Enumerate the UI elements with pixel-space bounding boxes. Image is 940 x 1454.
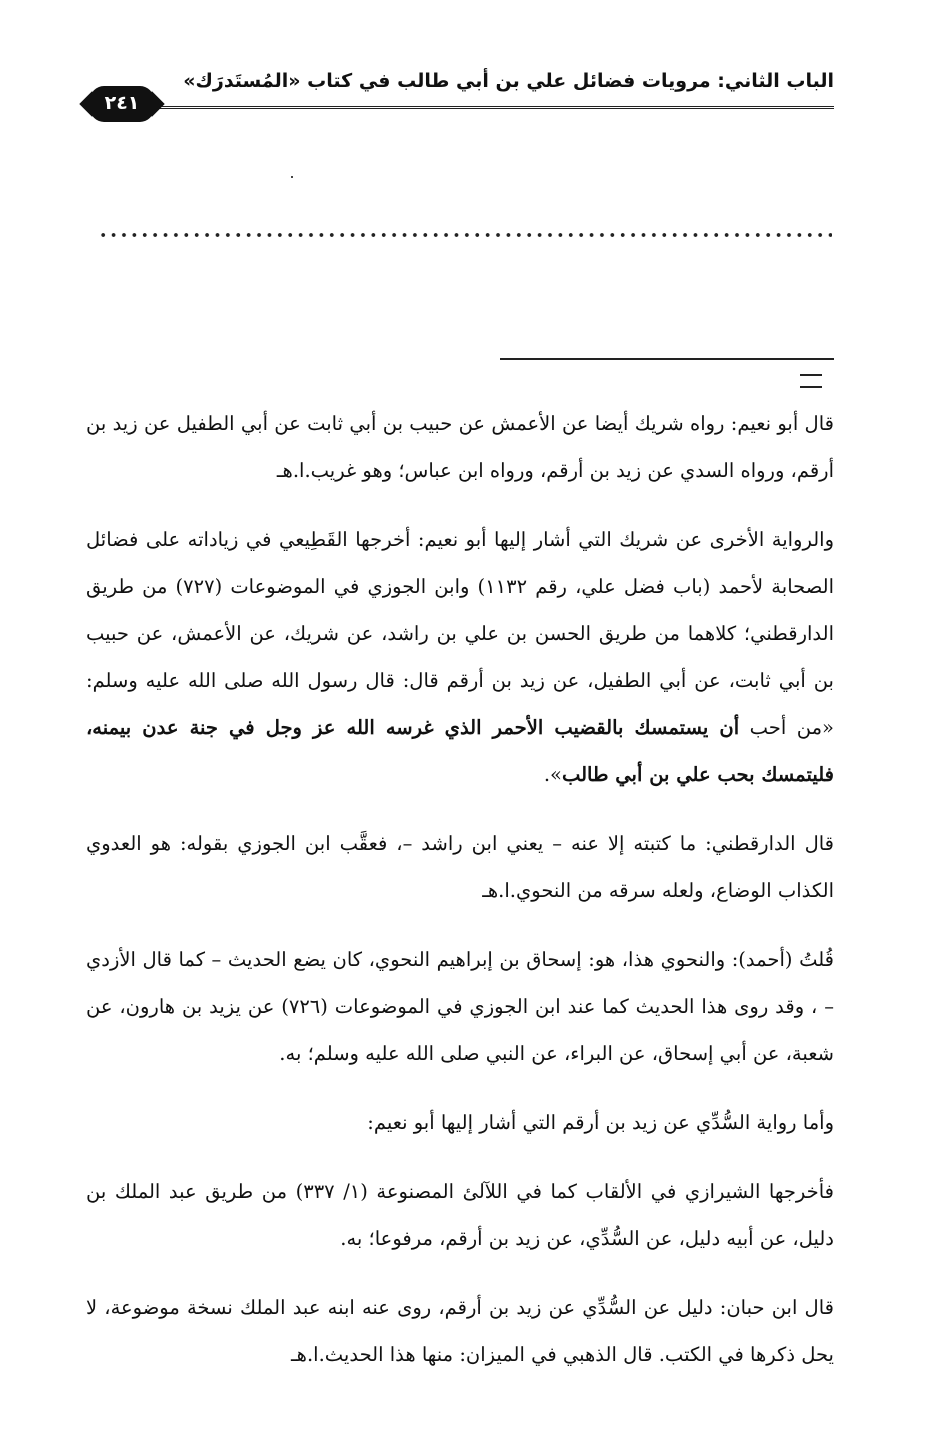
paragraph-sharik-narration [86,516,834,798]
paragraph-sharik-text: والرواية الأخرى عن شريك التي أشار إليها أبو نعيم: أخرجها القَطِيعي في زياداته على فضائل الصحابة لأحمد (باب فضل علي، رقم ١١٣٢) وابن الجوزي في الموضوعات (٧٢٧) من طريق الدارقطني؛ كلاهما من طريق الحسن بن علي بن راشد، عن شريك، عن الأعمش، عن حبيب بن أبي ثابت، عن أبي الطفيل، عن زيد بن أرقم قال: قال رسول الله صلى الله عليه وسلم: «من أحب [86,528,834,739]
paragraph-suddi-intro: وأما رواية السُّدِّي عن زيد بن أرقم التي أشار إليها أبو نعيم: [367,1111,834,1134]
hadith-bold-text: أن يستمسك بالقضيب الأحمر الذي غرسه الله عز وجل في جنة عدن بيمنه، فليتمسك بحب علي بن أبي طالب [86,716,834,786]
body-text [86,400,834,1400]
header-rule [150,106,834,109]
print-speck [291,176,293,178]
paragraph-ibn-hibban: قال ابن حبان: دليل عن السُّدِّي عن زيد بن أرقم، روى عنه ابنه عبد الملك نسخة موضوعة، لا يحل ذكرها في الكتب. قال الذهبي في الميزان: منها هذا الحديث.ا.هـ [86,1296,834,1366]
paragraph-daraqutni: قال الدارقطني: ما كتبته إلا عنه – يعني ابن راشد –، فعقَّب ابن الجوزي بقوله: هو العدوي الكذاب الوضاع، ولعله سرقه من النحوي.ا.هـ [86,832,834,902]
page-number: ٢٤١ [104,92,140,114]
footnote-rule [500,358,834,360]
paragraph-shirazi: فأخرجها الشيرازي في الألقاب كما في اللآلئ المصنوعة (١/ ٣٣٧) من طريق عبد الملك بن دليل، عن أبيه دليل، عن السُّدِّي، عن زيد بن أرقم، مرفوعا؛ به. [86,1180,834,1250]
paragraph-author-note: قُلتُ (أحمد): والنحوي هذا، هو: إسحاق بن إبراهيم النحوي، كان يضع الحديث – كما قال الأزدي – ، وقد روى هذا الحديث كما عند ابن الجوزي في الموضوعات (٧٢٦) عن يزيد بن هارون، عن شعبة، عن أبي إسحاق، عن البراء، عن النبي صلى الله عليه وسلم؛ به. [86,948,834,1065]
page-header [90,62,834,126]
running-head: الباب الثاني: مرويات فضائل علي بن أبي طالب في كتاب «المُستَدرَك» [183,70,834,92]
hadith-closing: ». [543,763,562,786]
paragraph-abu-nuaym: قال أبو نعيم: رواه شريك أيضا عن الأعمش عن حبيب بن أبي ثابت عن أبي الطفيل عن زيد بن أرقم، ورواه السدي عن زيد بن أرقم، ورواه ابن عباس؛ وهو غريب.ا.هـ [86,412,834,482]
continuation-mark [800,374,822,388]
dotted-separator [98,232,832,238]
page-number-badge [90,86,154,122]
